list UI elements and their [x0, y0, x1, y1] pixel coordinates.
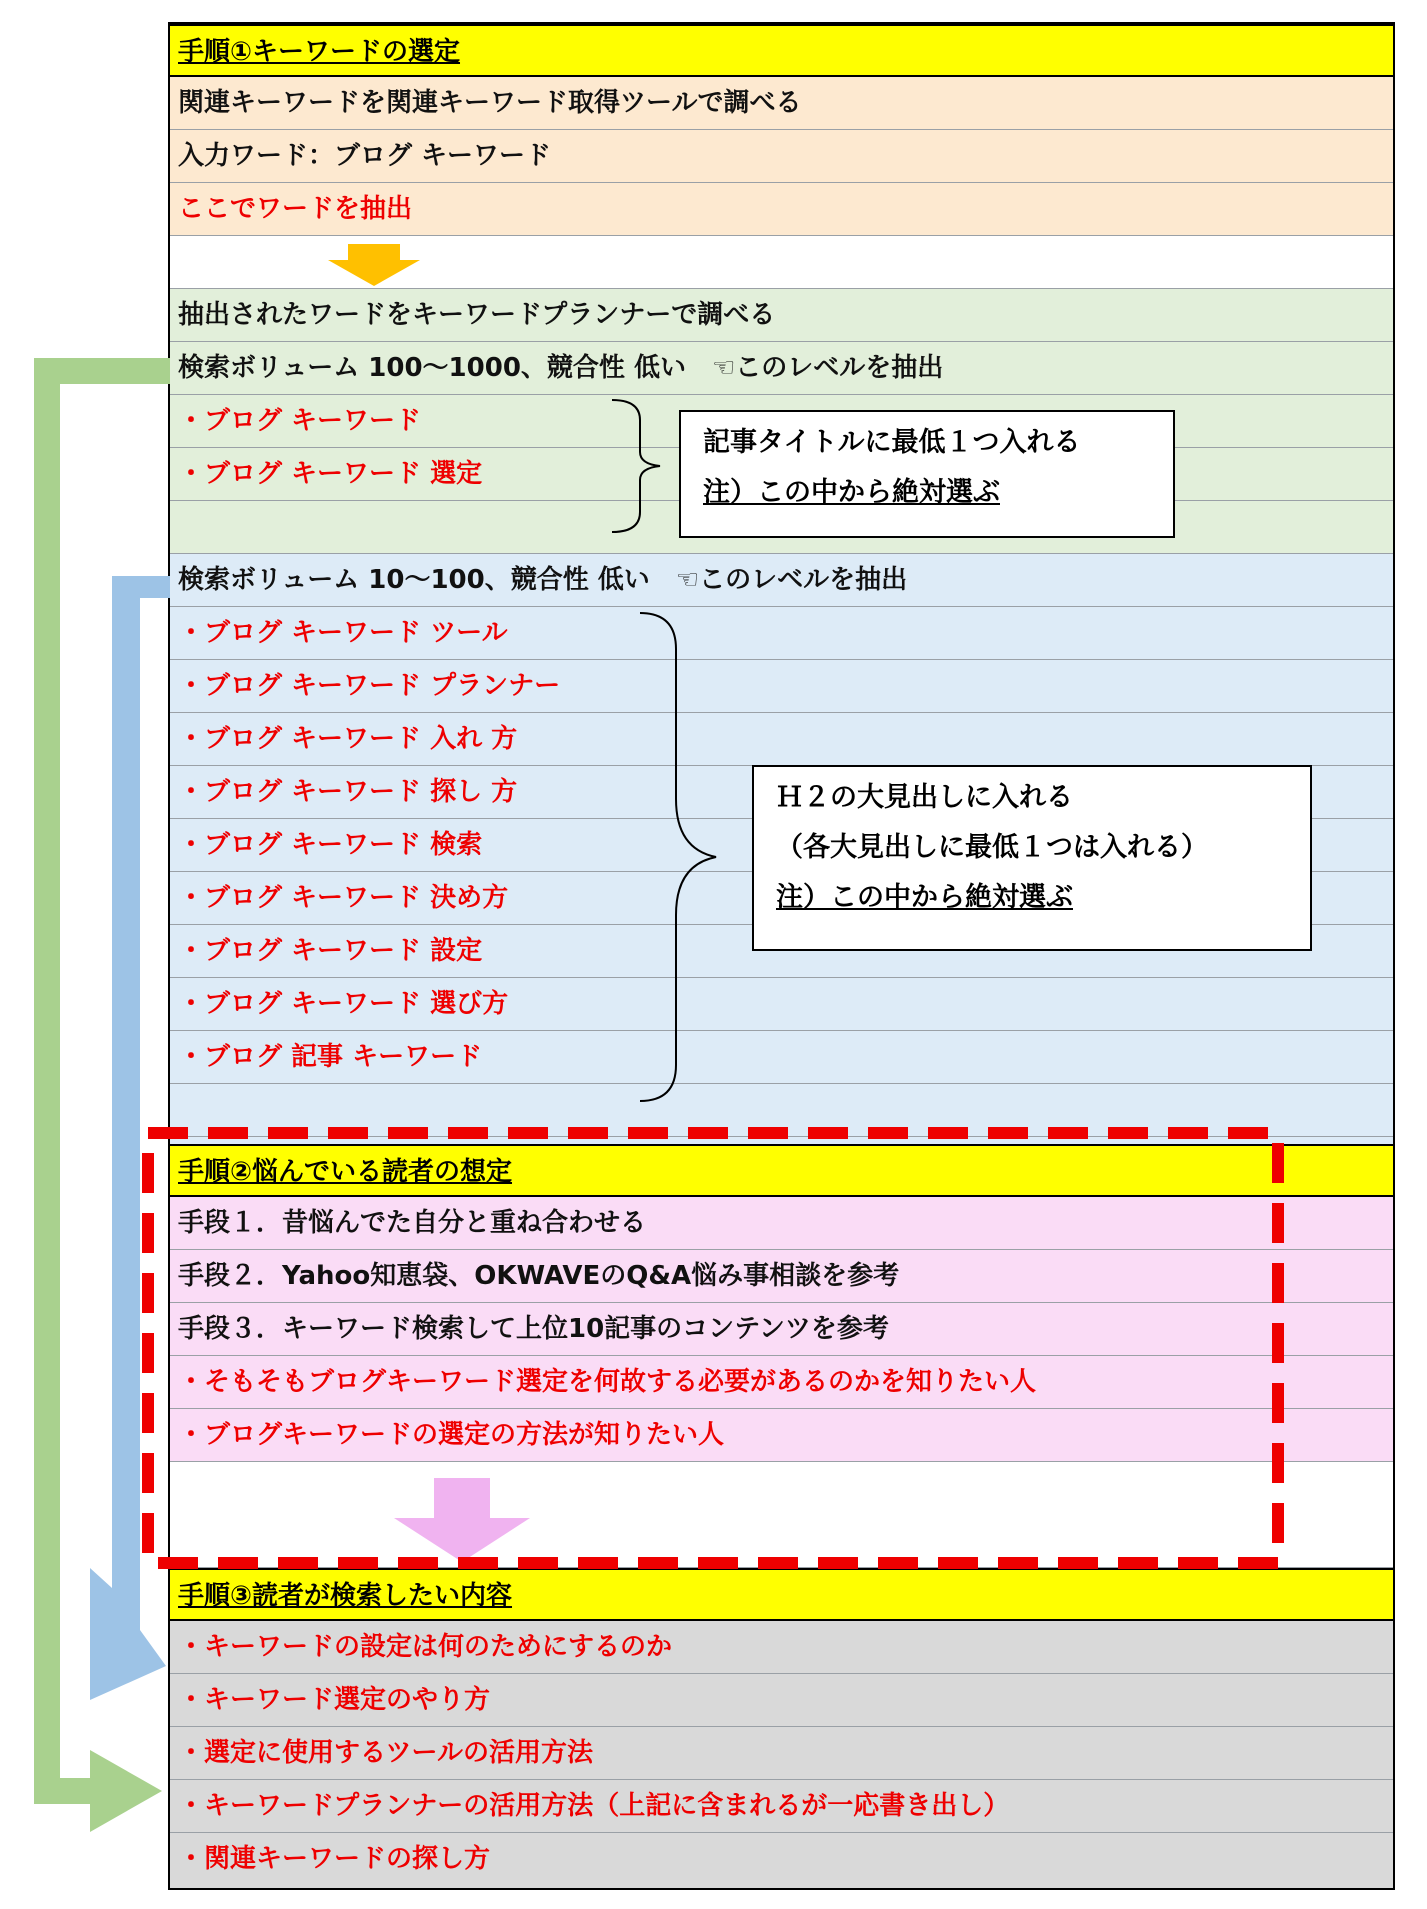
callout-text: （各大見出しに最低１つは入れる）	[776, 832, 1208, 863]
down-arrow-icon	[328, 244, 420, 286]
list-item[interactable]: ・ブログ キーワード	[170, 395, 1393, 448]
step2-header[interactable]: 手順②悩んでいる読者の想定	[170, 1144, 1393, 1197]
list-item[interactable]: ・ブログ キーワード 選び方	[170, 978, 1393, 1031]
step1-line-input-word[interactable]: 入力ワード：ブログ キーワード	[170, 130, 1393, 183]
list-item[interactable]: ・ブログ キーワード ツール	[170, 607, 1393, 660]
list-item[interactable]: ・ブログ キーワード 検索	[170, 819, 1393, 872]
step3-header[interactable]: 手順③読者が検索したい内容	[170, 1568, 1393, 1621]
list-item[interactable]: ・ブログ キーワード 決め方	[170, 872, 1393, 925]
highlight-frame	[148, 1133, 1278, 1563]
step1-line-extract[interactable]: ここでワードを抽出	[170, 183, 1393, 236]
callout-text: Ｈ２の大見出しに入れる	[776, 782, 1073, 813]
level1-criteria[interactable]: 検索ボリューム 100～1000、競合性 低い ☜このレベルを抽出	[170, 342, 1393, 395]
level2-criteria[interactable]: 検索ボリューム 10～100、競合性 低い ☜このレベルを抽出	[170, 554, 1393, 607]
step2-method[interactable]: 手段３．キーワード検索して上位10記事のコンテンツを参考	[170, 1303, 1393, 1356]
search-intent-item[interactable]: ・選定に使用するツールの活用方法	[170, 1727, 1393, 1780]
list-item[interactable]: ・ブログ キーワード 入れ 方	[170, 713, 1393, 766]
down-arrow-icon	[394, 1478, 530, 1562]
brace-icon	[612, 400, 660, 532]
list-item[interactable]: ・ブログ 記事 キーワード	[170, 1031, 1393, 1084]
reader-item[interactable]: ・そもそもブログキーワード選定を何故する必要があるのかを知りたい人	[170, 1356, 1393, 1409]
search-intent-item[interactable]: ・キーワードプランナーの活用方法（上記に含まれるが一応書き出し）	[170, 1780, 1393, 1833]
reader-item[interactable]: ・ブログキーワードの選定の方法が知りたい人	[170, 1409, 1393, 1462]
search-intent-item[interactable]: ・キーワードの設定は何のためにするのか	[170, 1621, 1393, 1674]
step2-method[interactable]: 手段１．昔悩んでた自分と重ね合わせる	[170, 1197, 1393, 1250]
step1-header[interactable]: 手順①キーワードの選定	[170, 24, 1393, 77]
list-item[interactable]: ・ブログ キーワード 探し 方	[170, 766, 1393, 819]
callout-text: 記事タイトルに最低１つ入れる	[703, 427, 1081, 458]
callout-note: 注）この中から絶対選ぶ	[776, 882, 1073, 913]
step2-method[interactable]: 手段２．Yahoo知恵袋、OKWAVEのQ&A悩み事相談を参考	[170, 1250, 1393, 1303]
step1-line-planner[interactable]: 抽出されたワードをキーワードプランナーで調べる	[170, 289, 1393, 342]
list-item[interactable]: ・ブログ キーワード プランナー	[170, 660, 1393, 713]
list-item[interactable]: ・ブログ キーワード 設定	[170, 925, 1393, 978]
search-intent-item[interactable]: ・関連キーワードの探し方	[170, 1833, 1393, 1890]
brace-icon	[640, 613, 716, 1101]
step1-line-related-tool[interactable]: 関連キーワードを関連キーワード取得ツールで調べる	[170, 77, 1393, 130]
list-item[interactable]: ・ブログ キーワード 選定	[170, 448, 1393, 501]
callout-note: 注）この中から絶対選ぶ	[703, 477, 1000, 508]
search-intent-item[interactable]: ・キーワード選定のやり方	[170, 1674, 1393, 1727]
